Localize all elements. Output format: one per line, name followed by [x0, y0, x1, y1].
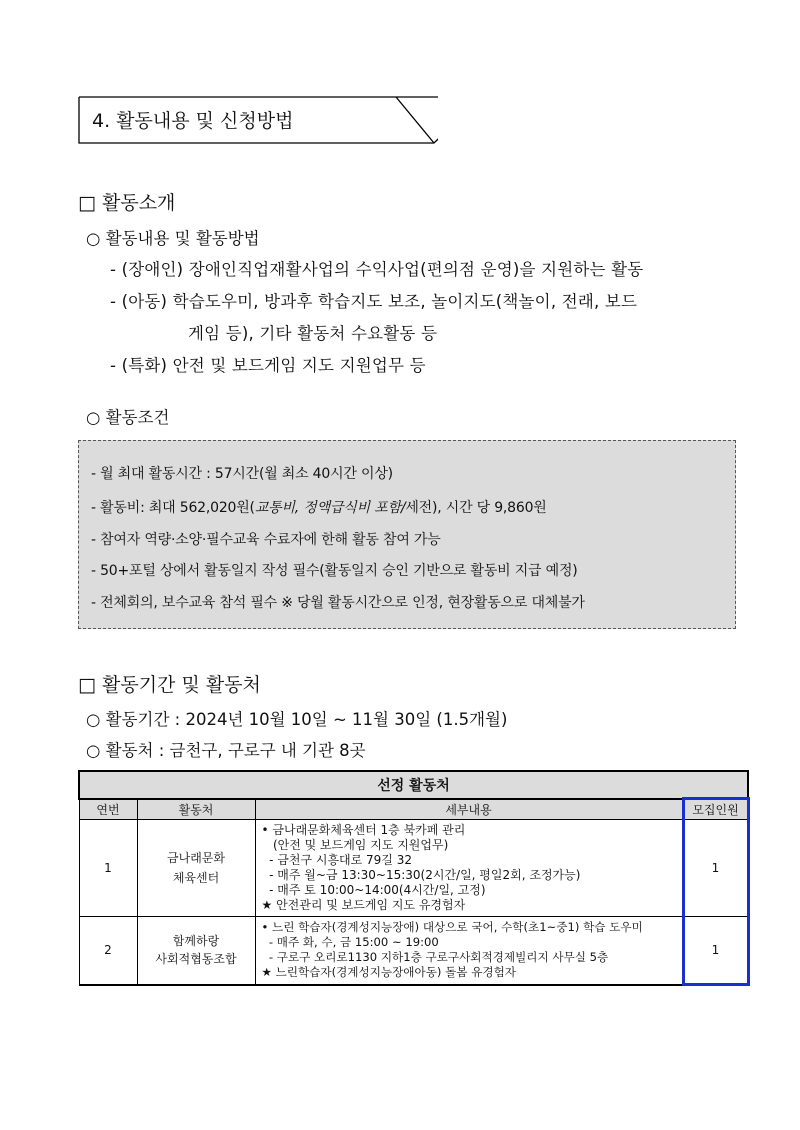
row1-detail-line: - 매주 토 10:00~14:00(4시간/일, 고정) — [261, 883, 486, 897]
row2-detail-line: - 구로구 오리로1130 지하1층 구로구사회적경제빌리지 사무실 5층 — [261, 950, 609, 965]
intro-sub-heading-conditions: ○ 활동조건 — [86, 408, 170, 427]
intro-item-children: - (아동) 학습도우미, 방과후 학습지도 보조, 놀이지도(책놀이, 전래, 보드 — [110, 292, 638, 311]
row1-detail-line: - 금천구 시흥대로 79길 32 — [261, 853, 412, 867]
row1-place-line1: 금나래문화 — [167, 851, 225, 865]
row1-detail — [255, 820, 683, 917]
intro-sub-heading-content: ○ 활동내용 및 활동방법 — [86, 229, 260, 248]
row2-place-line2: 사회적협동조합 — [155, 952, 237, 967]
row1-detail-line: • 금나래문화체육센터 1층 북카페 관리 — [261, 823, 466, 837]
row1-place — [137, 820, 255, 917]
condition-pay — [91, 497, 547, 517]
row1-no: 1 — [79, 820, 137, 917]
intro-item-disabled: - (장애인) 장애인직업재활사업의 수익사업(편의점 운영)을 지원하는 활동 — [110, 260, 644, 279]
row2-detail-line: - 매주 화, 수, 금 15:00 ~ 19:00 — [261, 935, 439, 950]
intro-item-special: - (특화) 안전 및 보드게임 지도 지원업무 등 — [110, 356, 426, 375]
condition-pay-c: 세전), 시간 당 9,860원 — [405, 500, 547, 516]
row2-detail-line: ★ 느린학습자(경계성지능장애아동) 돌봄 유경험자 — [261, 965, 516, 980]
intro-item-children-cont: 게임 등), 기타 활동처 수요활동 등 — [188, 324, 438, 343]
row1-detail-line: - 매주 월~금 13:30~15:30(2시간/일, 평일2회, 조정가능) — [261, 868, 581, 882]
condition-pay-a: - 활동비: 최대 562,020원( — [91, 500, 255, 516]
row1-detail-line: ★ 안전관리 및 보드게임 지도 유경험자 — [261, 898, 466, 912]
period-places: ○ 활동처 : 금천구, 구로구 내 기관 8곳 — [86, 741, 366, 760]
row2-no: 2 — [79, 917, 137, 985]
selected-places-table — [78, 770, 747, 982]
row2-detail-line: • 느린 학습자(경계성지능장애) 대상으로 국어, 수학(초1~중1) 학습 도우미 — [261, 920, 643, 935]
period-dates: ○ 활동기간 : 2024년 10월 10일 ~ 11월 30일 (1.5개월) — [86, 710, 508, 729]
conditions-box — [78, 440, 736, 629]
col-header-place: 활동처 — [137, 799, 255, 820]
row1-recruit: 1 — [683, 820, 748, 917]
row1-detail-line: (안전 및 보드게임 지도 지원업무) — [261, 838, 449, 852]
col-header-no: 연번 — [79, 799, 137, 820]
section-title-tab — [78, 96, 434, 142]
condition-meeting: - 전체회의, 보수교육 참석 필수 ※ 당월 활동시간으로 인정, 현장활동으로 대체불가 — [91, 595, 585, 611]
condition-log: - 50+포털 상에서 활동일지 작성 필수(활동일지 승인 기반으로 활동비 지급 예정) — [91, 563, 578, 579]
row2-recruit: 1 — [683, 917, 748, 985]
intro-heading: □ 활동소개 — [78, 192, 176, 214]
condition-training: - 참여자 역량·소양·필수교육 수료자에 한해 활동 참여 가능 — [91, 532, 441, 548]
col-header-recruit: 모집인원 — [683, 799, 748, 820]
period-heading: □ 활동기간 및 활동처 — [78, 674, 261, 696]
condition-hours: - 월 최대 활동시간 : 57시간(월 최소 40시간 이상) — [91, 466, 393, 482]
row2-place — [137, 917, 255, 985]
col-header-detail: 세부내용 — [255, 799, 683, 820]
row2-place-line1: 함께하랑 — [172, 934, 220, 949]
section-title: 4. 활동내용 및 신청방법 — [92, 110, 294, 132]
table-caption: 선정 활동처 — [79, 771, 748, 799]
row1-place-line2: 체육센터 — [172, 871, 220, 885]
condition-pay-italic: 교통비, 정액급식비 포함/ — [254, 500, 406, 516]
row2-detail — [255, 917, 683, 985]
